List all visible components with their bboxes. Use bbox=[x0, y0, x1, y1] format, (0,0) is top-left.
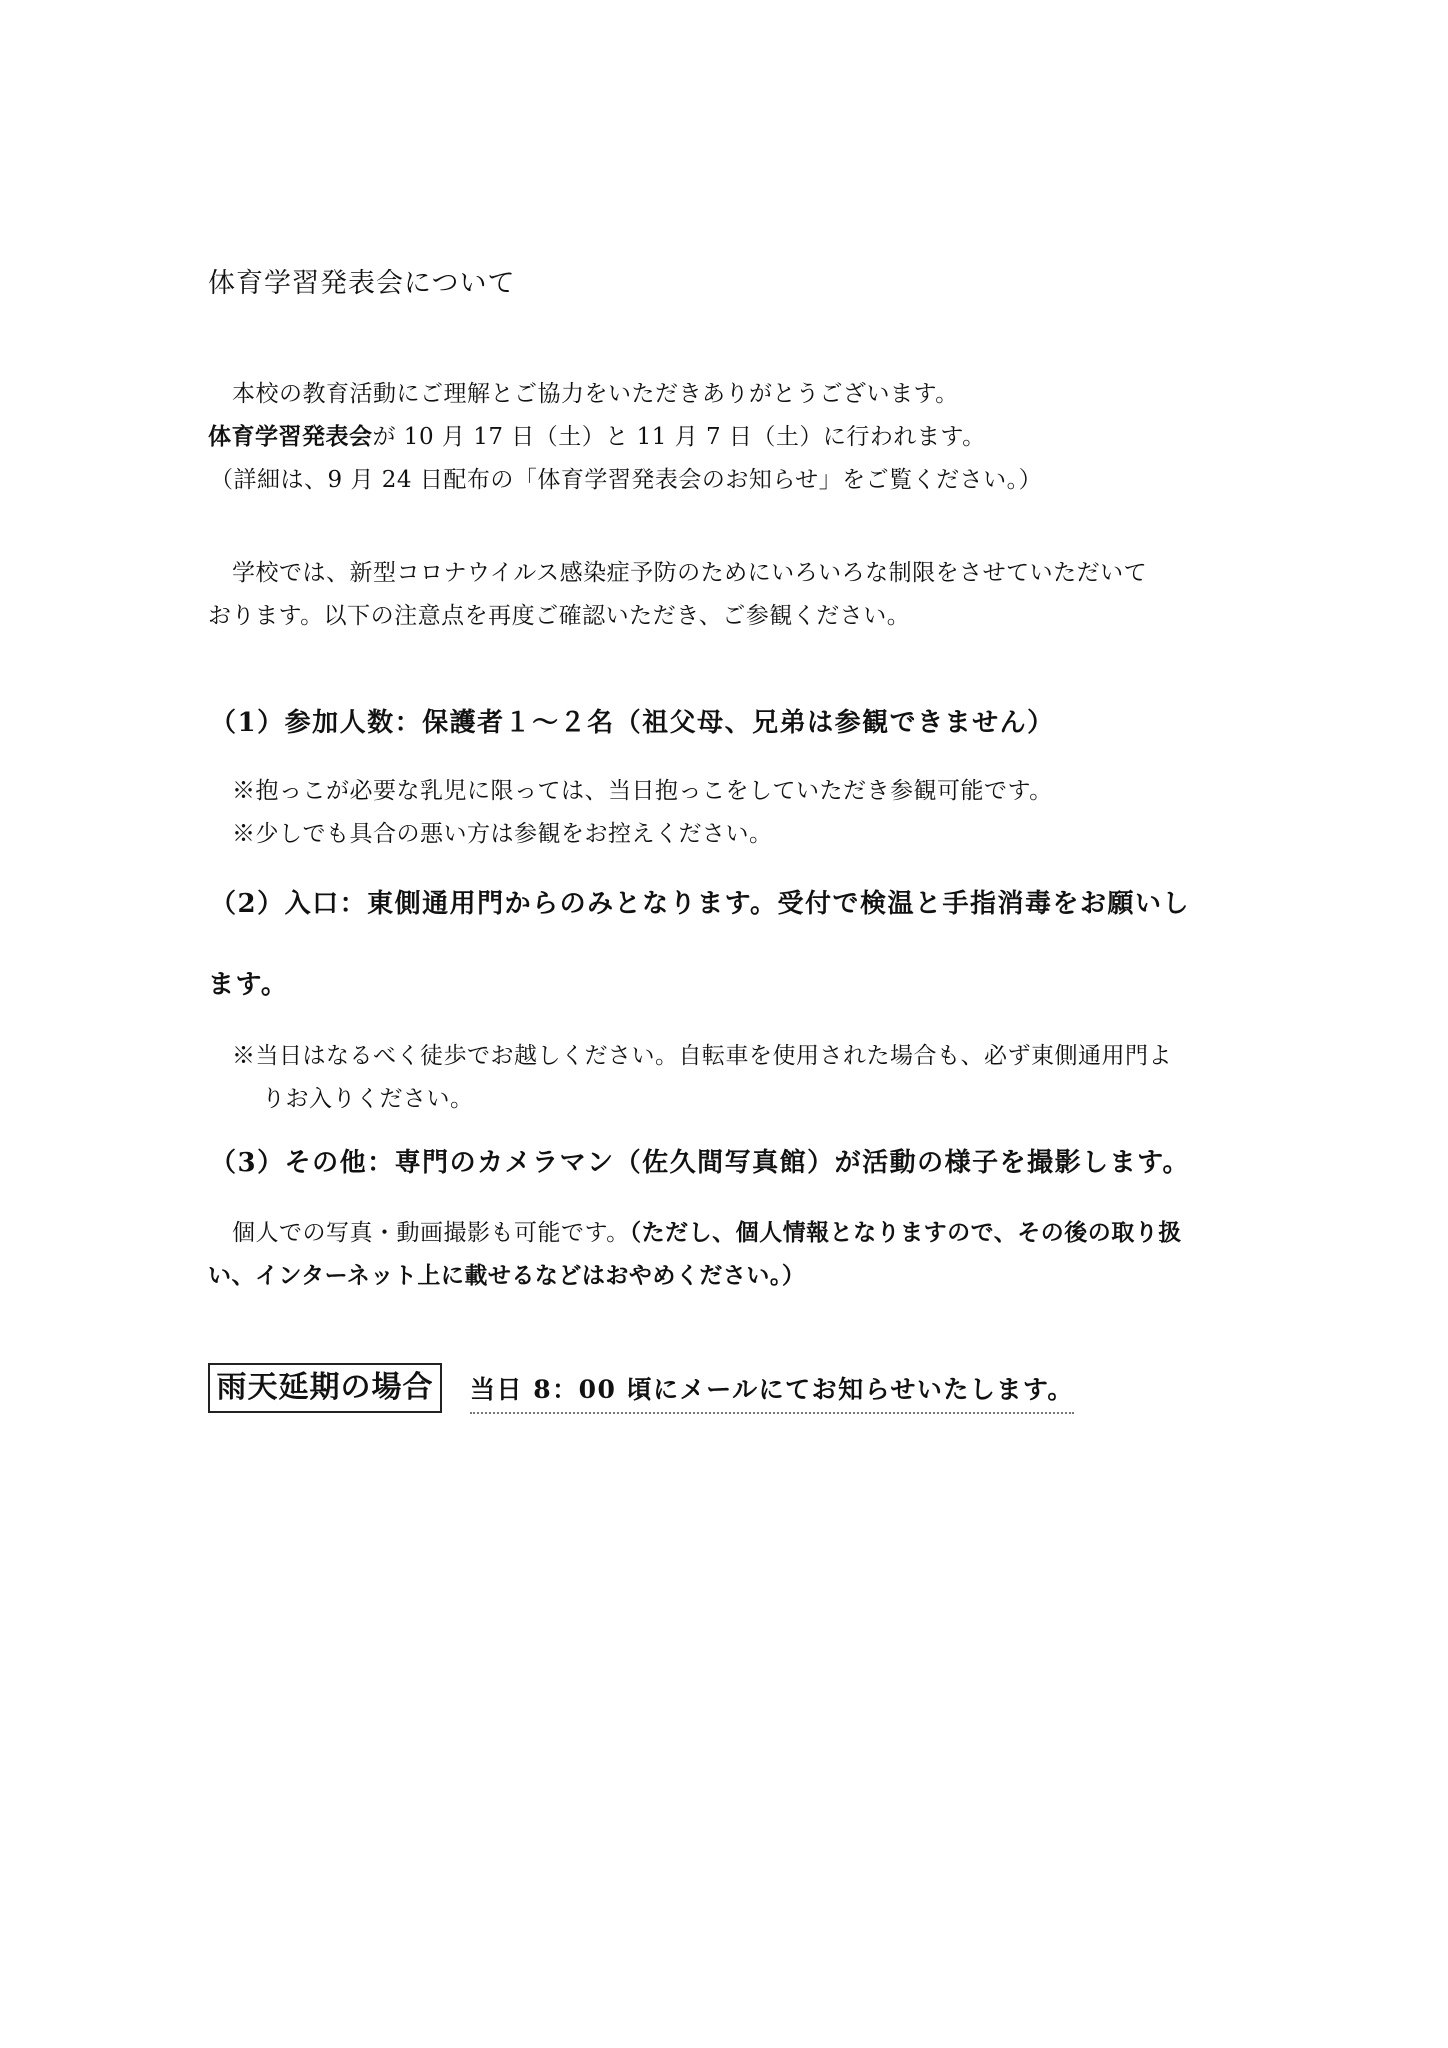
intro-line-1: 本校の教育活動にご理解とご協力をいただきありがとうございます。 bbox=[232, 381, 959, 407]
section-2-heading-line-1: （2）入口：東側通用門からのみとなります。受付で検温と手指消毒をお願いし bbox=[210, 889, 1191, 919]
notice-line-2: おります。以下の注意点を再度ご確認いただき、ご参観ください。 bbox=[208, 603, 911, 629]
event-dates: が 10 月 17 日（土）と 11 月 7 日（土）に行われます。 bbox=[372, 424, 986, 450]
section-3-heading: （3）その他：専門のカメラマン（佐久間写真館）が活動の様子を撮影します。 bbox=[210, 1148, 1191, 1178]
section-1-heading: （1）参加人数：保護者１～２名（祖父母、兄弟は参観できません） bbox=[210, 708, 1055, 738]
privacy-warning-text: （ただし、個人情報となりますので、その後の取り扱 bbox=[629, 1219, 1182, 1246]
section-3-body-line-2: い、インターネット上に載せるなどはおやめください。） bbox=[208, 1262, 806, 1289]
notice-line-1: 学校では、新型コロナウイルス感染症予防のためにいろいろな制限をさせていただいて bbox=[232, 560, 1148, 586]
rain-postponement-label: 雨天延期の場合 bbox=[208, 1363, 442, 1413]
rain-postponement-notice: 当日 8：00 頃にメールにてお知らせいたします。 bbox=[470, 1370, 1074, 1414]
section-2-heading-line-2: ます。 bbox=[208, 970, 289, 1000]
section-1-note-2: ※少しでも具合の悪い方は参観をお控えください。 bbox=[232, 821, 773, 847]
intro-line-2 bbox=[208, 421, 986, 453]
section-2-note-line-1: ※当日はなるべく徒歩でお越しください。自転車を使用された場合も、必ず東側通用門よ bbox=[232, 1043, 1172, 1069]
section-3-body-line-1 bbox=[232, 1217, 1182, 1249]
document-title: 体育学習発表会について bbox=[208, 268, 516, 299]
section-2-note-line-2: りお入りください。 bbox=[262, 1086, 474, 1112]
photo-permission-text: 個人での写真・動画撮影も可能です。 bbox=[232, 1220, 630, 1246]
section-1-note-1: ※抱っこが必要な乳児に限っては、当日抱っこをしていただき参観可能です。 bbox=[232, 778, 1053, 804]
intro-line-3: （詳細は、9 月 24 日配布の「体育学習発表会のお知らせ」をご覧ください。） bbox=[210, 467, 1043, 493]
event-name: 体育学習発表会 bbox=[208, 423, 373, 450]
